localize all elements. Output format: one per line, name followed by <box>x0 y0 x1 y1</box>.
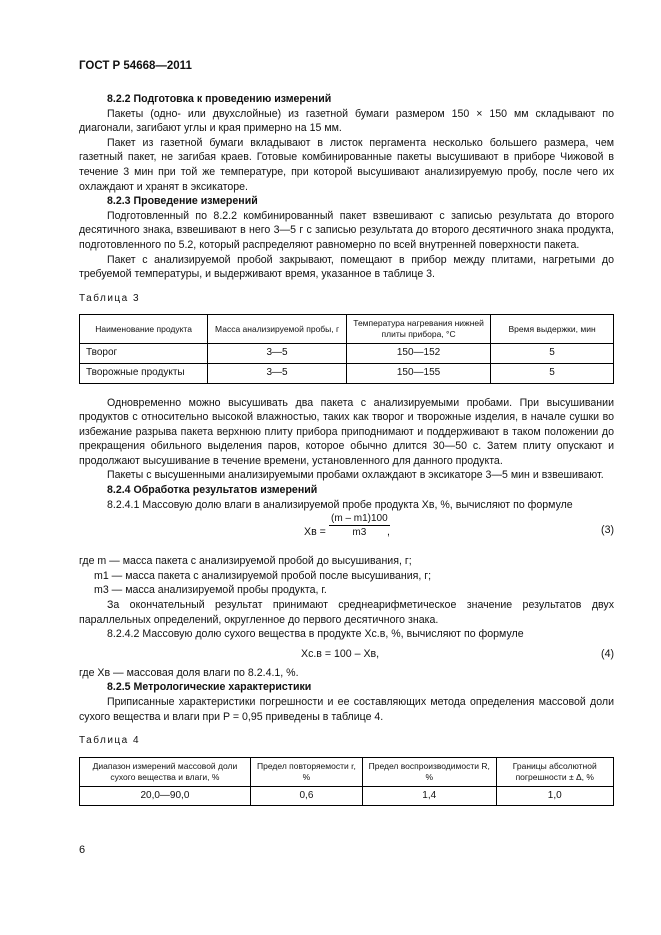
table-header-cell: Температура нагревания нижней плиты прибора, °С <box>346 315 490 344</box>
table-header-cell: Время выдержки, мин <box>491 315 614 344</box>
paragraph: Подготовленный по 8.2.2 комбинированный пакет взвешивают с записью результата до второго десятичного знака, взвешивают в него 3—5 г с записью результата до второго десятичного знака продукта, подготовленного по 5.2, который распределяют равномерно по всей внутренней поверхности пакета. <box>79 209 614 251</box>
table-cell: 3—5 <box>208 363 347 383</box>
table-row <box>80 786 614 806</box>
definition-line: где Xв — массовая доля влаги по 8.2.4.1, %. <box>79 666 299 679</box>
table-cell: 1,0 <box>496 786 614 806</box>
paragraph: Одновременно можно высушивать два пакета с анализируемыми пробами. При высушивании продуктов с относительно высокой влажностью, таких как творог и творожные изделия, в начале сушки во избежание разрыва пакета верхнюю плиту прибора приподнимают и поддерживают в таком положении до прекращения обильного выделения паров, которое обычно длится 30—50 с. Затем плиту опускают и продолжают высушивание в течение времени, установленного для данного продукта. <box>79 396 614 467</box>
paragraph: 8.2.4.2 Массовую долю сухого вещества в продукте Xс.в, %, вычисляют по формуле <box>107 628 524 641</box>
paragraph: Пакет с анализируемой пробой закрывают, помещают в прибор между плитами, нагретыми до требуемой температуры, и выдерживают время, указанное в таблице 3. <box>79 253 614 281</box>
paragraph: Приписанные характеристики погрешности и ее составляющих метода определения массовой доли сухого вещества и влаги при P = 0,95 приведены в таблице 4. <box>79 696 614 723</box>
formula-4 <box>79 642 614 666</box>
table-header-row <box>80 315 614 344</box>
table-header-cell: Масса анализируемой пробы, г <box>208 315 347 344</box>
table-cell: 5 <box>491 344 614 364</box>
paragraph: Пакет из газетной бумаги вкладывают в листок пергамента несколько большего размера, чем газетный пакет, не загибая краев. Готовые комбинированные пакеты высушивают в приборе Чижовой в течение 3 мин при той же температуре, при которой высушивают анализируемую пробу, после чего их охлаждают и хранят в эксикаторе. <box>79 136 614 193</box>
table-cell: Творог <box>80 344 208 364</box>
table-header-cell: Предел повторяемости r, % <box>250 757 362 786</box>
formula-comma: , <box>387 526 390 539</box>
standard-header: ГОСТ Р 54668—2011 <box>79 60 192 72</box>
formula-3 <box>79 512 614 554</box>
table-header-cell: Предел воспроизводимости R, % <box>363 757 497 786</box>
page-number: 6 <box>79 844 86 856</box>
table-4-caption: Таблица 4 <box>79 735 141 747</box>
table-cell: 5 <box>491 363 614 383</box>
table-cell: 20,0—90,0 <box>80 786 251 806</box>
table-cell: 3—5 <box>208 344 347 364</box>
formula-numerator: (m – m1)100 <box>331 513 388 525</box>
formula-expression: Xс.в = 100 – Xв, <box>301 647 380 660</box>
formula-denominator: m3 <box>352 527 367 539</box>
section-8-2-5-title: 8.2.5 Метрологические характеристики <box>107 681 312 694</box>
formula-fraction <box>329 512 390 539</box>
table-cell: 150—152 <box>346 344 490 364</box>
section-8-2-4-title: 8.2.4 Обработка результатов измерений <box>107 484 318 497</box>
section-8-2-2-title: 8.2.2 Подготовка к проведению измерений <box>107 93 332 105</box>
paragraph: Пакеты с высушенными анализируемыми пробами охлаждают в эксикаторе 3—5 мин и взвешивают. <box>107 469 604 482</box>
table-4 <box>79 757 614 807</box>
document-body <box>79 92 614 806</box>
table-header-row <box>80 757 614 786</box>
table-3-caption: Таблица 3 <box>79 292 141 304</box>
formula-number: (3) <box>601 524 614 537</box>
table-header-cell: Наименование продукта <box>80 315 208 344</box>
table-row <box>80 363 614 383</box>
section-8-2-3-title: 8.2.3 Проведение измерений <box>107 195 258 208</box>
definition-line: где m — масса пакета с анализируемой пробой до высушивания, г; <box>79 555 412 568</box>
table-cell: Творожные продукты <box>80 363 208 383</box>
table-row <box>80 344 614 364</box>
table-header-cell: Границы абсолютной погрешности ± Δ, % <box>496 757 614 786</box>
definition-line: m3 — масса анализируемой пробы продукта, г. <box>94 584 327 597</box>
formula-number: (4) <box>601 647 614 660</box>
paragraph: Пакеты (одно- или двухслойные) из газетной бумаги размером 150 × 150 мм складывают по диагонали, загибают углы и края примерно на 15 мм. <box>79 107 614 135</box>
definition-line: m1 — масса пакета с анализируемой пробой после высушивания, г; <box>94 569 432 582</box>
table-3 <box>79 314 614 383</box>
paragraph: 8.2.4.1 Массовую долю влаги в анализируемой пробе продукта Xв, %, вычисляют по формуле <box>107 498 573 511</box>
formula-lhs: Xв = <box>304 526 326 539</box>
table-header-cell: Диапазон измерений массовой доли сухого вещества и влаги, % <box>80 757 251 786</box>
table-cell: 1,4 <box>363 786 497 806</box>
table-cell: 150—155 <box>346 363 490 383</box>
table-cell: 0,6 <box>250 786 362 806</box>
paragraph: За окончательный результат принимают среднеарифметическое значение результатов двух параллельных определений, округленное до первого десятичного знака. <box>79 599 614 626</box>
